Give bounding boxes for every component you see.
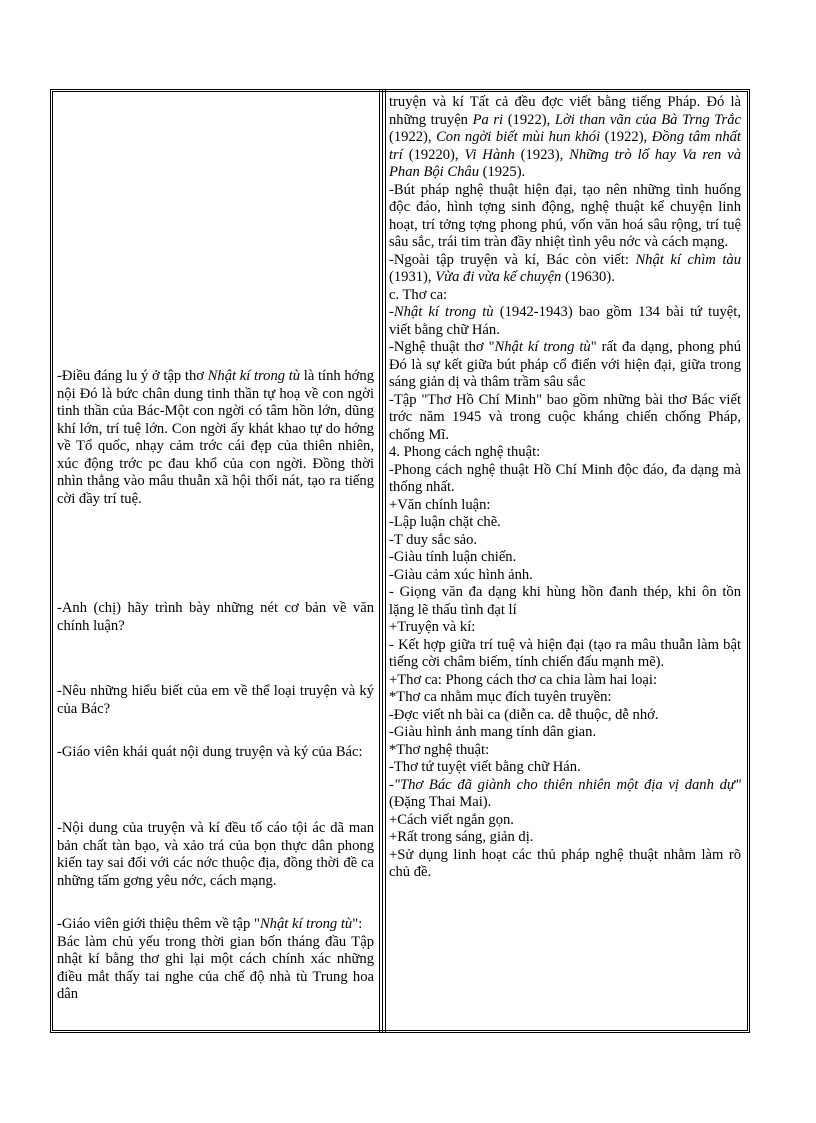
paragraph: -Nội dung của truyện và kí đều tố cáo tội ác dã man bản chất tàn bạo, và xảo trá của bọn thực dân phong kiến tay sai đối với các nớc thuộc địa, đồng thời đề ca những tấm gơng yêu nớc, cách mạng. bbox=[57, 820, 374, 889]
italic-run: Pa ri bbox=[472, 111, 504, 128]
right-paragraph: -Ngoài tập truyện và kí, Bác còn viết: Nhật kí chìm tàu (1931), Vừa đi vừa kể chuyện (19630). bbox=[389, 251, 741, 285]
question-stories bbox=[57, 683, 374, 718]
teacher-summary bbox=[57, 744, 374, 762]
italic-run: Vừa đi vừa kể chuyện bbox=[435, 269, 562, 285]
right-paragraph: +Rất trong sáng, giản dị. bbox=[389, 829, 534, 845]
right-paragraph: +Văn chính luận: bbox=[389, 496, 491, 513]
right-paragraph: -Giàu hình ảnh mang tính dân gian. bbox=[389, 724, 597, 740]
paragraph: -Điều đáng lu ý ở tập thơ Nhật kí trong tù là tính hớng nội Đó là bức chân dung tinh thần tự hoạ về con ngời tinh thần của Bác-Một con ngời có tâm hồn lớn, dũng khí lớn, trí tuệ lớn. Con ngời ấy khát khao tự do hớng về Tổ quốc, nhạy cảm trớc cái đẹp của thiên nhiên, xúc động trớc pc đau khổ của con ngời. Đồng thời nhìn thẳng vào mâu thuẫn xã hội thối nát, tạo ra tiếng cời đầy trí tuệ. bbox=[57, 368, 374, 507]
right-column bbox=[383, 90, 749, 1032]
paragraph: -Anh (chị) hãy trình bày những nét cơ bản về văn chính luận? bbox=[57, 600, 374, 634]
right-paragraph: - Kết hợp giữa trí tuệ và hiện đại (tạo ra mâu thuẫn làm bật tiếng cời châm biếm, tính chiến đấu mạnh mẽ). bbox=[389, 636, 741, 670]
right-paragraph: +Truyện và kí: bbox=[389, 619, 476, 635]
italic-run: Nhật kí trong tù bbox=[494, 339, 591, 355]
italic-run: Con ngời biết mùi hun khói bbox=[436, 129, 601, 145]
paragraph: -Giáo viên giới thiệu thêm về tập "Nhật kí trong tù": bbox=[57, 916, 363, 932]
right-paragraph: *Thơ nghệ thuật: bbox=[389, 741, 490, 758]
question-political-prose bbox=[57, 600, 374, 635]
right-paragraph: - Giọng văn đa dạng khi hùng hồn đanh thép, khi ôn tồn lặng lẽ thấu tình đạt lí bbox=[389, 584, 741, 618]
right-paragraph: +Sử dụng linh hoạt các thủ pháp nghệ thuật nhằm làm rõ chủ đề. bbox=[389, 846, 741, 880]
right-column-text bbox=[389, 94, 741, 882]
italic-run: Nhật kí trong tù bbox=[207, 368, 301, 384]
right-paragraph: -Thơ tứ tuyệt viết bằng chữ Hán. bbox=[389, 759, 581, 775]
italic-run: Đồng tâm nhất trí bbox=[389, 129, 741, 163]
right-paragraph: -Bút pháp nghệ thuật hiện đại, tạo nên những tình huống độc đáo, hình tợng sinh động, nghệ thuật kể chuyện linh hoạt, trí tởng tợng phong phú, vốn văn hoá sâu rộng, trí tuệ sâu sắc, trái tim tràn đầy nhiệt tình yêu nớc và cách mạng. bbox=[389, 181, 741, 250]
left-column bbox=[51, 90, 383, 1032]
right-paragraph: -Nghệ thuật thơ "Nhật kí trong tù" rất đa dạng, phong phú Đó là sự kết giữa bút pháp cổ điển với hiện đại, giữa trong sáng giản dị và thâm trầm sâu sắc bbox=[389, 339, 741, 390]
right-paragraph: -Phong cách nghệ thuật Hồ Chí Minh độc đáo, đa dạng mà thống nhất. bbox=[389, 461, 741, 495]
teacher-introduce bbox=[57, 916, 374, 1004]
right-paragraph: +Cách viết ngắn gọn. bbox=[389, 811, 514, 828]
italic-run: Nhật kí chìm tàu bbox=[635, 251, 741, 268]
paragraph: Bác làm chủ yếu trong thời gian bốn tháng đầu Tập nhật kí bằng thơ ghi lại một cách chính xác những điều mắt thấy tai nghe của chế độ nhà tù Trung hoa dân bbox=[57, 933, 374, 1002]
two-column-table bbox=[50, 89, 750, 1033]
italic-run: -"Thơ Bác đã giành cho thiên nhiên một địa vị danh dự" bbox=[389, 776, 741, 793]
paragraph: -Nêu những hiểu biết của em về thể loại truyện và ký của Bác? bbox=[57, 683, 374, 717]
right-paragraph: -Giàu cảm xúc hình ảnh. bbox=[389, 566, 533, 583]
right-paragraph: -Nhật kí trong tù (1942-1943) bao gồm 134 bài tứ tuyệt, viết bằng chữ Hán. bbox=[389, 304, 741, 338]
note-introspection bbox=[57, 368, 374, 508]
right-paragraph: -Đợc viết nh bài ca (diễn ca. dễ thuộc, dễ nhớ. bbox=[389, 706, 659, 723]
right-paragraph: *Thơ ca nhằm mục đích tuyên truyền: bbox=[389, 689, 612, 705]
italic-run: Nhật kí trong tù bbox=[259, 916, 353, 932]
right-paragraph: -Lập luận chặt chẽ. bbox=[389, 514, 501, 530]
right-paragraph: -Tập "Thơ Hồ Chí Minh" bao gồm những bài thơ Bác viết trớc năm 1945 và trong cuộc kháng chiến chống Pháp, chống Mĩ. bbox=[389, 391, 741, 443]
right-paragraph: truyện và kí Tất cả đều đợc viết bằng tiếng Pháp. Đó là những truyện Pa ri (1922), Lời than vãn của Bà Trng Trắc (1922), Con ngời biết mùi hun khói (1922), Đồng tâm nhất trí (19220), Vi Hành (1923), Những trò lố hay Va ren và Phan Bội Châu (1925). bbox=[389, 94, 742, 180]
right-paragraph: -T duy sắc sảo. bbox=[389, 531, 478, 548]
italic-run: Lời than vãn của Bà Trng Trắc bbox=[554, 111, 742, 128]
stories-content bbox=[57, 820, 374, 890]
italic-run: Những trò lố hay Va ren và Phan Bội Châu bbox=[389, 146, 741, 180]
italic-run: Vi Hành bbox=[464, 146, 515, 163]
right-paragraph: c. Thơ ca: bbox=[389, 286, 448, 303]
right-paragraph: +Thơ ca: Phong cách thơ ca chia làm hai loại: bbox=[389, 671, 658, 688]
italic-run: Nhật kí trong tù bbox=[393, 304, 494, 320]
right-paragraph: -Giàu tính luận chiến. bbox=[389, 549, 517, 565]
right-paragraph: 4. Phong cách nghệ thuật: bbox=[389, 444, 541, 460]
right-paragraph: -"Thơ Bác đã giành cho thiên nhiên một địa vị danh dự"(Đặng Thai Mai). bbox=[389, 776, 741, 810]
paragraph: -Giáo viên khái quát nội dung truyện và ký của Bác: bbox=[57, 744, 363, 760]
